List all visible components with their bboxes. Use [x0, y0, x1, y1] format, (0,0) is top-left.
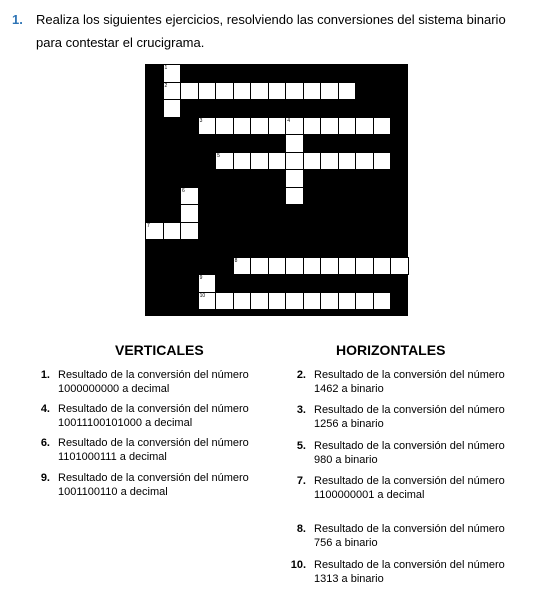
crossword-cell[interactable] [215, 152, 234, 171]
verticales-heading: VERTICALES [115, 342, 204, 358]
crossword-cell[interactable] [285, 187, 304, 206]
clue-vertical-1 [28, 368, 268, 398]
crossword-cell[interactable] [163, 82, 182, 101]
crossword-cell[interactable] [198, 274, 217, 293]
clue-number: 2. [296, 369, 306, 381]
crossword-cell[interactable] [320, 82, 339, 101]
clue-vertical-6 [28, 436, 268, 466]
crossword-cell[interactable] [285, 257, 304, 276]
clue-number: 5. [296, 440, 306, 452]
crossword-cell[interactable] [285, 152, 304, 171]
crossword-cell[interactable] [320, 257, 339, 276]
clue-text: Resultado de la conversión del número 10011100101000 a decimal [58, 403, 249, 429]
crossword-cell[interactable] [233, 117, 252, 136]
clue-number: 10. [290, 559, 306, 571]
crossword-cell[interactable] [145, 222, 164, 241]
clue-horizontal-5 [284, 439, 524, 469]
crossword-cell[interactable] [285, 117, 304, 136]
clue-horizontal-8 [284, 522, 524, 552]
crossword-cell[interactable] [338, 152, 357, 171]
clue-text: Resultado de la conversión del número 1313 a binario [314, 559, 505, 585]
crossword-cell[interactable] [285, 134, 304, 153]
crossword-cell[interactable] [233, 292, 252, 311]
clue-text: Resultado de la conversión del número 1256 a binario [314, 404, 505, 430]
clue-horizontal-10 [284, 558, 524, 588]
crossword-cell[interactable] [215, 292, 234, 311]
crossword-cell[interactable] [355, 117, 374, 136]
clue-number: 3. [296, 404, 306, 416]
crossword-cell[interactable] [163, 99, 182, 118]
crossword-cell-number: 10 [199, 292, 206, 299]
clue-text: Resultado de la conversión del número 1000000000 a decimal [58, 369, 249, 395]
crossword-cell[interactable] [338, 257, 357, 276]
crossword-cell-number: 2 [164, 82, 168, 89]
crossword-cell[interactable] [373, 117, 392, 136]
clue-vertical-4 [28, 402, 268, 432]
question-number: 1. [12, 12, 23, 27]
clue-text: Resultado de la conversión del número 1101000111 a decimal [58, 437, 249, 463]
crossword-cell[interactable] [373, 257, 392, 276]
crossword-cell[interactable] [390, 257, 409, 276]
crossword-cell[interactable] [303, 117, 322, 136]
clue-horizontal-7 [284, 474, 524, 504]
crossword-cell[interactable] [250, 82, 269, 101]
crossword-cell[interactable] [268, 82, 287, 101]
crossword-cell[interactable] [268, 117, 287, 136]
crossword-cell[interactable] [163, 222, 182, 241]
clue-horizontal-2 [284, 368, 524, 398]
question-text-line-1: Realiza los siguientes ejercicios, resolviendo las conversiones del sistema binario [36, 12, 506, 27]
crossword-cell[interactable] [180, 82, 199, 101]
crossword-cell[interactable] [233, 82, 252, 101]
clue-text: Resultado de la conversión del número 1001100110 a decimal [58, 472, 249, 498]
crossword-cell[interactable] [198, 292, 217, 311]
clue-vertical-9 [28, 471, 268, 501]
crossword-cell-number: 1 [164, 65, 168, 71]
clue-number: 6. [40, 437, 50, 449]
crossword-cell[interactable] [303, 292, 322, 311]
clue-text: Resultado de la conversión del número 756 a binario [314, 523, 505, 549]
crossword-cell-number: 8 [234, 257, 238, 264]
clue-number: 9. [40, 472, 50, 484]
crossword-cell[interactable] [285, 82, 304, 101]
crossword-cell[interactable] [303, 257, 322, 276]
question-instruction [12, 8, 544, 50]
crossword-cell[interactable] [180, 187, 199, 206]
horizontales-heading: HORIZONTALES [336, 342, 446, 358]
crossword-cell[interactable] [268, 292, 287, 311]
crossword-cell-number: 7 [147, 222, 150, 229]
crossword-cell[interactable] [163, 64, 182, 83]
crossword-cell[interactable] [233, 152, 252, 171]
crossword-cell[interactable] [268, 152, 287, 171]
clue-horizontal-3 [284, 403, 524, 433]
clue-text: Resultado de la conversión del número 1462 a binario [314, 369, 505, 395]
crossword-cell-number: 4 [287, 117, 291, 124]
crossword-cell[interactable] [338, 292, 357, 311]
crossword-cell[interactable] [250, 152, 269, 171]
clue-number: 4. [40, 403, 50, 415]
crossword-cell[interactable] [180, 204, 199, 223]
crossword-cell[interactable] [355, 292, 374, 311]
crossword-cell[interactable] [250, 257, 269, 276]
crossword-cell[interactable] [215, 117, 234, 136]
crossword-cell[interactable] [320, 117, 339, 136]
crossword-cell[interactable] [303, 82, 322, 101]
crossword-cell[interactable] [233, 257, 252, 276]
crossword-cell[interactable] [285, 292, 304, 311]
clue-number: 7. [296, 475, 306, 487]
crossword-cell[interactable] [250, 117, 269, 136]
crossword-cell-number: 9 [199, 275, 203, 281]
clue-number: 8. [296, 523, 306, 535]
crossword-cell[interactable] [338, 82, 357, 101]
crossword-cell[interactable] [355, 257, 374, 276]
clue-number: 1. [40, 369, 50, 381]
crossword-cell[interactable] [250, 292, 269, 311]
crossword-cell-number: 6 [182, 187, 185, 194]
crossword-grid [145, 64, 408, 316]
crossword-cell[interactable] [373, 292, 392, 311]
crossword-cell[interactable] [198, 117, 217, 136]
crossword-cell[interactable] [285, 169, 304, 188]
crossword-cell[interactable] [320, 152, 339, 171]
crossword-cell[interactable] [215, 82, 234, 101]
crossword-cell-number: 5 [217, 152, 220, 159]
crossword-cell[interactable] [338, 117, 357, 136]
clue-text: Resultado de la conversión del número 1100000001 a decimal [314, 475, 505, 501]
crossword-cell[interactable] [355, 152, 374, 171]
crossword-cell[interactable] [180, 222, 199, 241]
crossword-cell[interactable] [268, 257, 287, 276]
question-text-line-2: para contestar el crucigrama. [36, 35, 205, 50]
crossword-cell[interactable] [373, 152, 392, 171]
clue-text: Resultado de la conversión del número 980 a binario [314, 440, 505, 466]
crossword-cell-number: 3 [199, 117, 203, 124]
crossword-cell[interactable] [303, 152, 322, 171]
crossword-cell[interactable] [198, 82, 217, 101]
crossword-cell[interactable] [320, 292, 339, 311]
